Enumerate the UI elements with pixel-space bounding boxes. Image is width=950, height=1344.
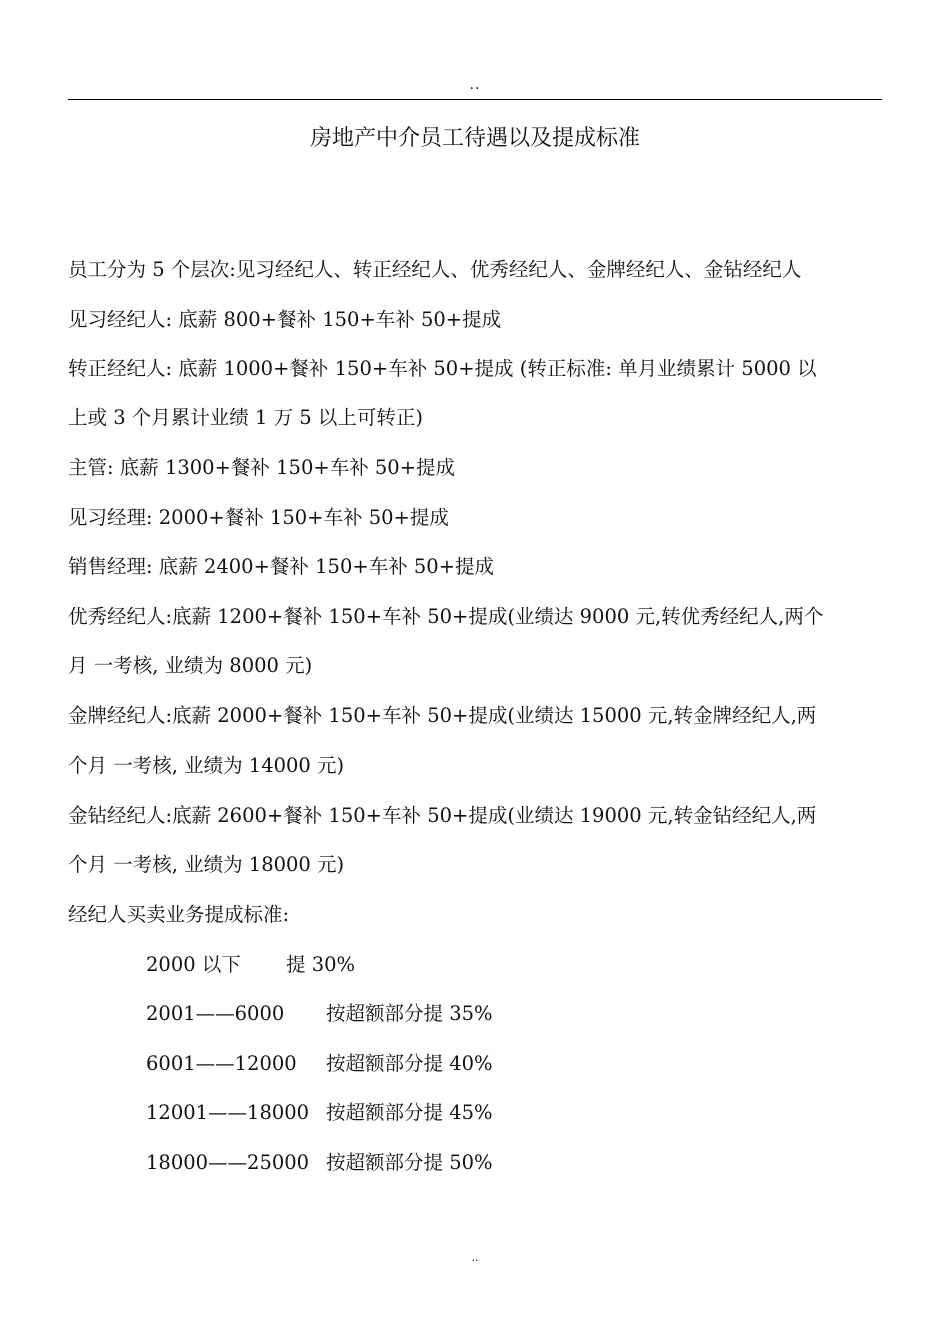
gold-agent-pay: 金牌经纪人:底薪 2000+餐补 150+车补 50+提成(业绩达 15000 元,转金牌经纪人,两 [68,704,817,727]
excellent-agent-review: 月 一考核, 业绩为 8000 元) [68,654,313,677]
trainee-agent-pay: 见习经纪人: 底薪 800+餐补 150+车补 50+提成 [68,308,502,331]
diamond-agent-pay: 金钻经纪人:底薪 2600+餐补 150+车补 50+提成(业绩达 19000 元,转金钻经纪人,两 [68,804,817,827]
footer-mark: .. [471,1251,479,1264]
header-mark: .. [469,77,481,93]
commission-tier-rate: 提 30% [286,953,356,976]
sales-manager-pay: 销售经理: 底薪 2400+餐补 150+车补 50+提成 [68,555,495,578]
commission-tier-range: 18000——25000 [146,1151,310,1174]
regular-agent-criteria: 上或 3 个月累计业绩 1 万 5 以上可转正) [68,406,424,429]
commission-tier-rate: 按超额部分提 35% [326,1002,493,1025]
supervisor-pay: 主管: 底薪 1300+餐补 150+车补 50+提成 [68,456,456,479]
commission-tier-rate: 按超额部分提 40% [326,1052,493,1075]
diamond-agent-review: 个月 一考核, 业绩为 18000 元) [68,853,345,876]
commission-tier-range: 6001——12000 [146,1052,297,1075]
header-rule [68,99,882,100]
commission-tier-range: 2000 以下 [146,953,241,976]
commission-tier-range: 12001——18000 [146,1101,310,1124]
trainee-manager-pay: 见习经理: 2000+餐补 150+车补 50+提成 [68,506,449,529]
commission-tier-rate: 按超额部分提 45% [326,1101,493,1124]
document-title: 房地产中介员工待遇以及提成标准 [309,126,640,151]
gold-agent-review: 个月 一考核, 业绩为 14000 元) [68,754,345,777]
commission-heading: 经纪人买卖业务提成标准: [68,903,290,926]
excellent-agent-pay: 优秀经纪人:底薪 1200+餐补 150+车补 50+提成(业绩达 9000 元,转优秀经纪人,两个 [68,605,824,628]
staff-levels-intro: 员工分为 5 个层次:见习经纪人、转正经纪人、优秀经纪人、金牌经纪人、金钻经纪人 [68,258,802,281]
regular-agent-pay: 转正经纪人: 底薪 1000+餐补 150+车补 50+提成 (转正标准: 单月业绩累计 5000 以 [68,357,817,380]
commission-tier-range: 2001——6000 [146,1002,285,1025]
commission-tier-rate: 按超额部分提 50% [326,1151,493,1174]
